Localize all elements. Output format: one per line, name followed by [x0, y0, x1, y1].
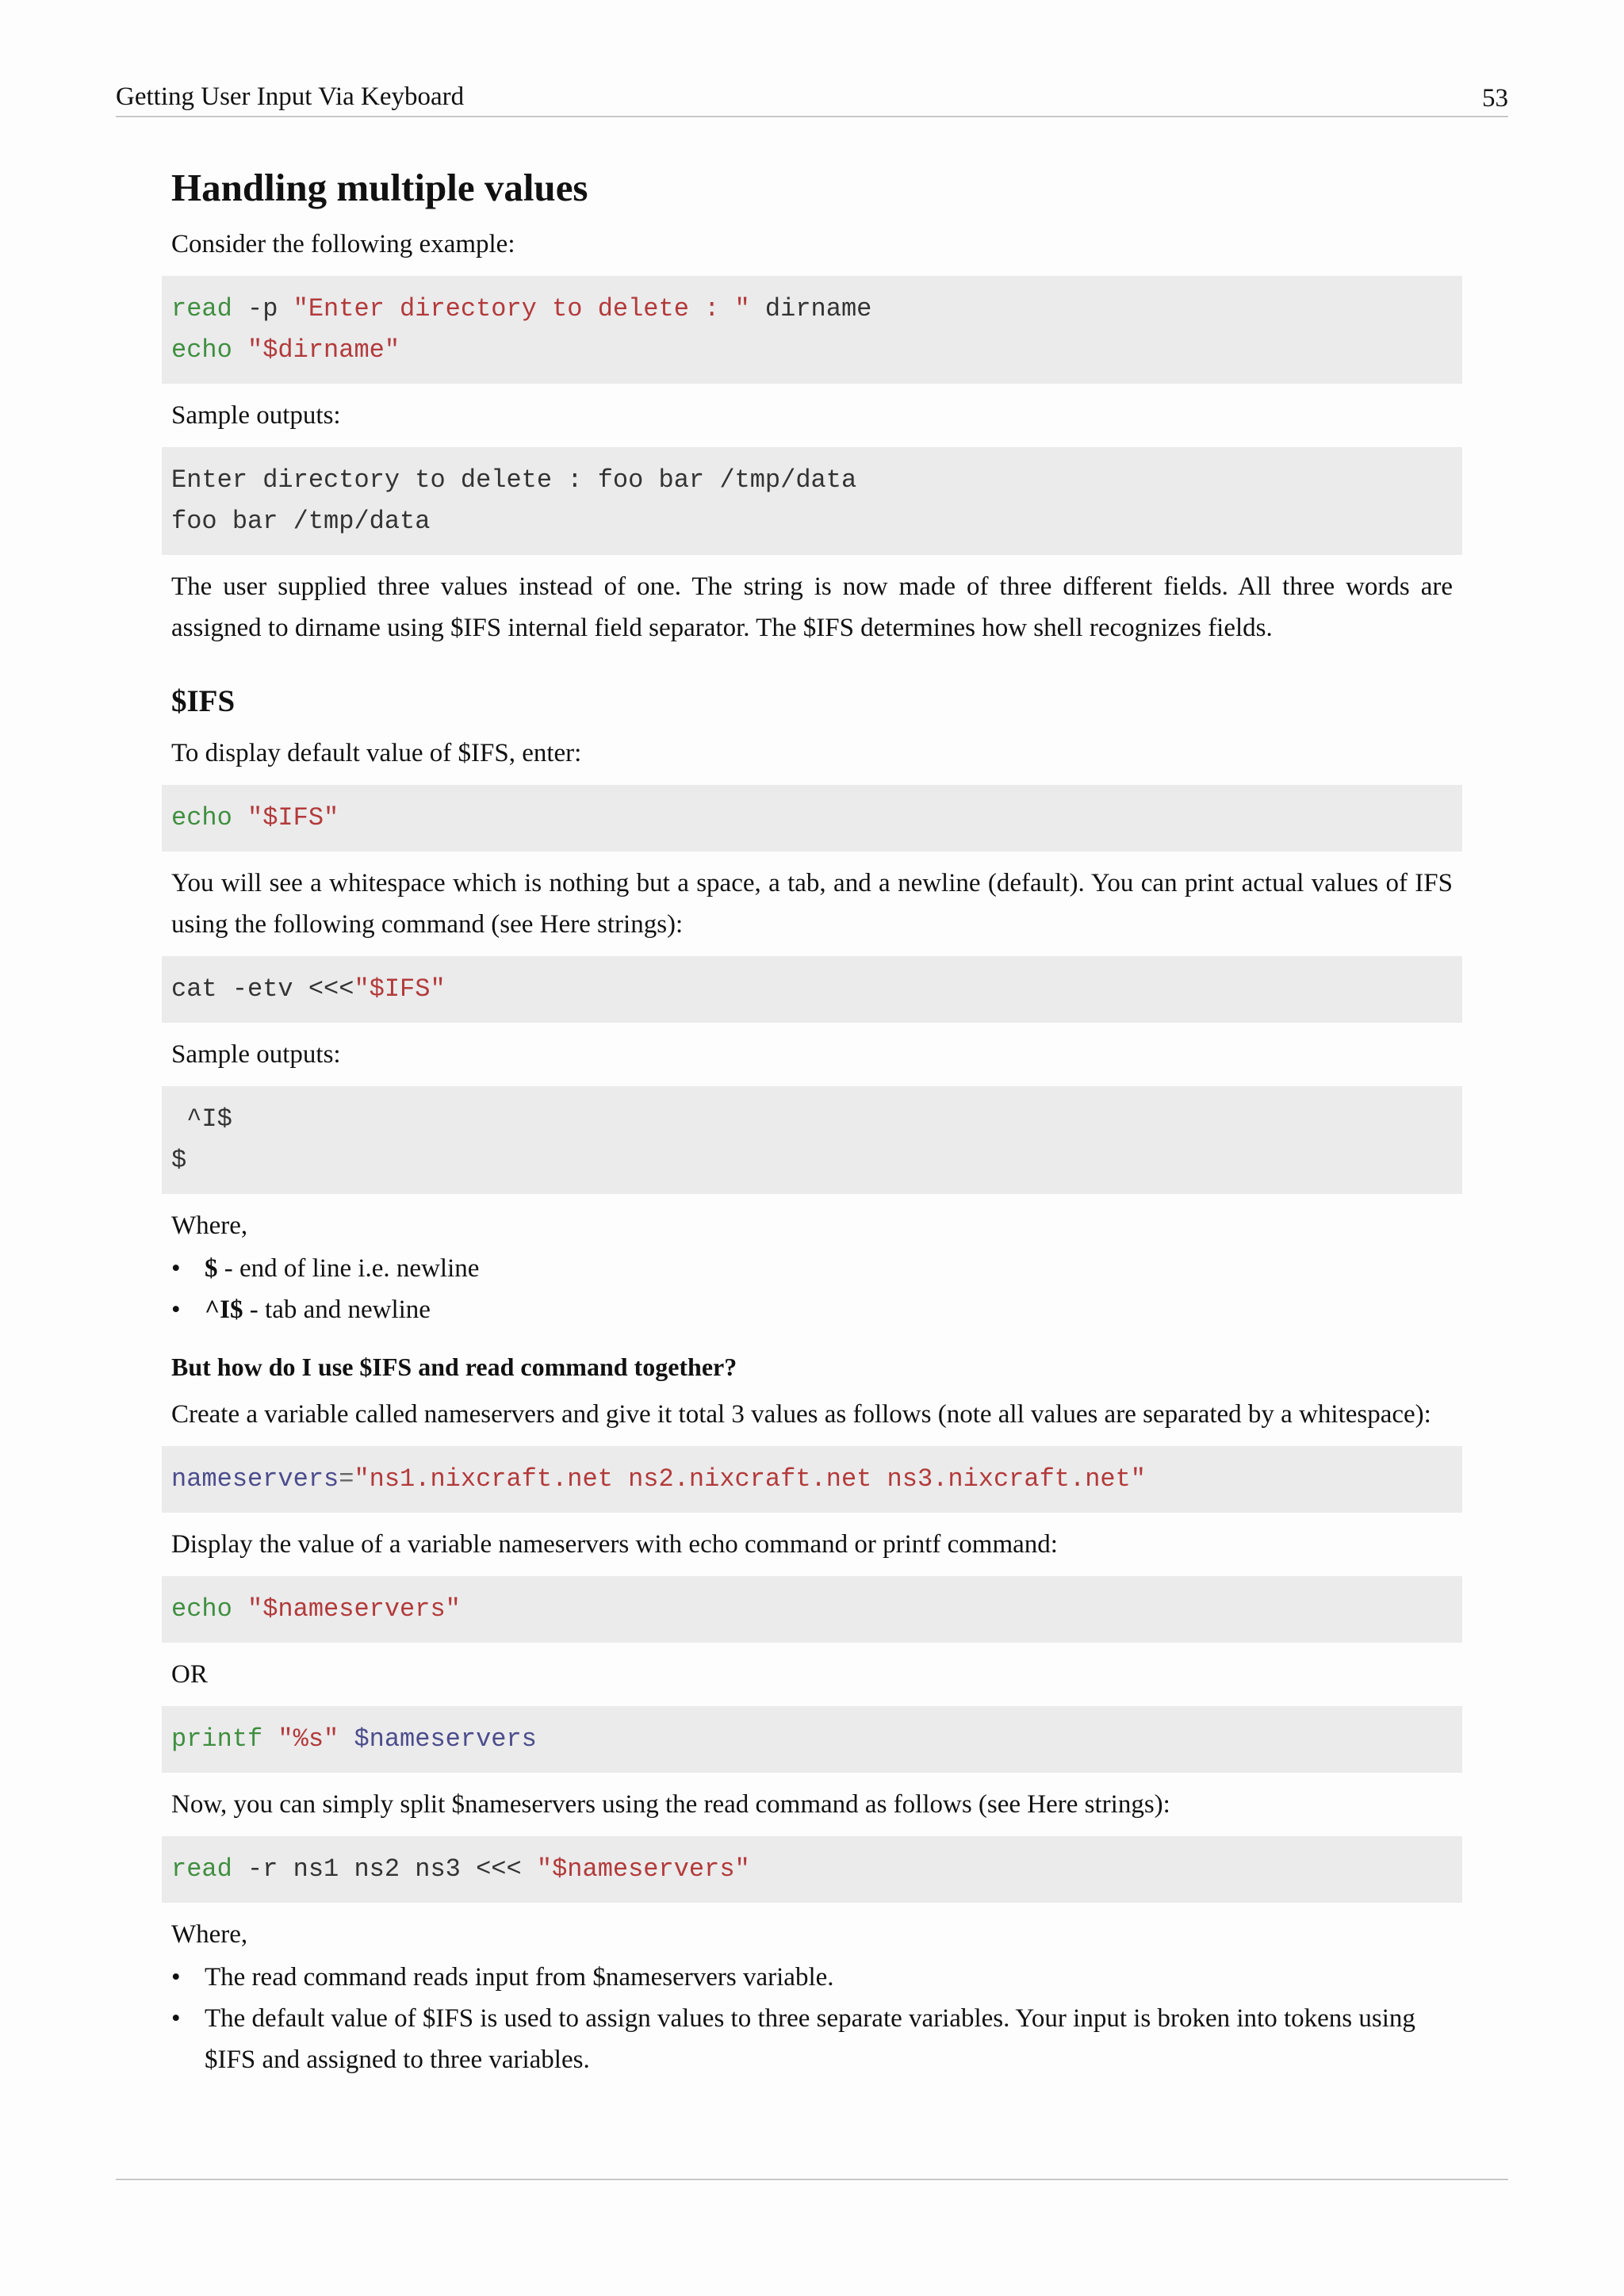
code-keyword: read — [171, 1854, 232, 1884]
output-line: $ — [171, 1146, 187, 1175]
code-string: "%s" — [262, 1724, 339, 1754]
paragraph: Sample outputs: — [171, 1040, 341, 1069]
paragraph: OR — [171, 1660, 208, 1689]
paragraph: Where, — [171, 1211, 248, 1240]
code-string: $IFS — [369, 974, 431, 1004]
list-item-text: - tab and newline — [243, 1295, 431, 1324]
code-block — [162, 1706, 1462, 1773]
paragraph: Consider the following example: — [171, 230, 515, 258]
page-number: 53 — [1482, 84, 1508, 113]
paragraph: The user supplied three values instead of one. The string is now made of three different fields. All three words are assigned to dirname using $IFS internal field separator. The $IFS determines how shell recognizes fields. — [171, 572, 1453, 642]
section-heading: Handling multiple values — [171, 166, 588, 209]
paragraph: Sample outputs: — [171, 401, 341, 430]
code-keyword: read — [171, 294, 232, 323]
code-block — [162, 1836, 1462, 1903]
code-block — [162, 785, 1462, 851]
section-heading: $IFS — [171, 684, 236, 718]
subheading: But how do I use $IFS and read command together? — [171, 1353, 737, 1381]
code-block — [162, 276, 1462, 384]
code-variable: $nameservers — [339, 1724, 537, 1754]
code-text: -p — [232, 294, 293, 323]
list-item — [171, 1248, 1453, 1289]
code-keyword: echo — [171, 335, 232, 365]
code-text: dirname — [749, 294, 872, 323]
list-item-text: - end of line i.e. newline — [217, 1254, 480, 1283]
output-block — [162, 1086, 1462, 1194]
list-item: • The read command reads input from $nameservers variable. — [171, 1957, 1453, 1998]
code-string: "Enter directory to delete : " — [293, 294, 750, 323]
list-item — [171, 1289, 1453, 1330]
paragraph: Display the value of a variable nameservers with echo command or printf command: — [171, 1530, 1058, 1559]
code-string: "$nameservers" — [232, 1594, 461, 1624]
code-block — [162, 1446, 1462, 1513]
code-quote: " — [354, 974, 370, 1004]
code-text: cat -etv <<< — [171, 974, 354, 1004]
bullet-list — [171, 1248, 1453, 1330]
output-line: ^I$ — [171, 1104, 232, 1134]
paragraph: To display default value of $IFS, enter: — [171, 739, 582, 767]
code-text: -r ns1 ns2 ns3 <<< — [232, 1854, 537, 1884]
paragraph: Create a variable called nameservers and give it total 3 values as follows (note all values are separated by a whitespace): — [171, 1400, 1431, 1429]
code-quote: " — [430, 974, 446, 1004]
footer-rule — [116, 2179, 1508, 2180]
bullet-list — [171, 1957, 1453, 2080]
list-item-term: ^I$ — [205, 1295, 243, 1324]
code-block — [162, 956, 1462, 1023]
code-keyword: echo — [171, 803, 232, 832]
code-string: "$nameservers" — [536, 1854, 750, 1884]
code-string: "$IFS" — [232, 803, 339, 832]
paragraph: Now, you can simply split $nameservers using the read command as follows (see Here strings): — [171, 1790, 1170, 1819]
output-block — [162, 447, 1462, 555]
paragraph: You will see a whitespace which is nothing but a space, a tab, and a newline (default). You can print actual values of IFS using the following command (see Here strings): — [171, 869, 1453, 939]
code-string: "ns1.nixcraft.net ns2.nixcraft.net ns3.nixcraft.net" — [354, 1464, 1146, 1494]
code-keyword: echo — [171, 1594, 232, 1624]
running-title: Getting User Input Via Keyboard — [116, 82, 465, 111]
code-string: "$dirname" — [232, 335, 400, 365]
code-keyword: printf — [171, 1724, 263, 1754]
output-line: foo bar /tmp/data — [171, 507, 431, 536]
code-block — [162, 1576, 1462, 1643]
code-operator: = — [339, 1464, 354, 1494]
code-variable: nameservers — [171, 1464, 339, 1494]
list-item: • The default value of $IFS is used to assign values to three separate variables. Your input is broken into tokens using $IFS and assigned to three variables. — [171, 1998, 1453, 2080]
output-line: Enter directory to delete : foo bar /tmp/data — [171, 465, 857, 495]
page-content — [171, 163, 1453, 2091]
list-item-term: $ — [205, 1254, 218, 1283]
page-header — [116, 76, 1508, 117]
paragraph: Where, — [171, 1920, 248, 1949]
